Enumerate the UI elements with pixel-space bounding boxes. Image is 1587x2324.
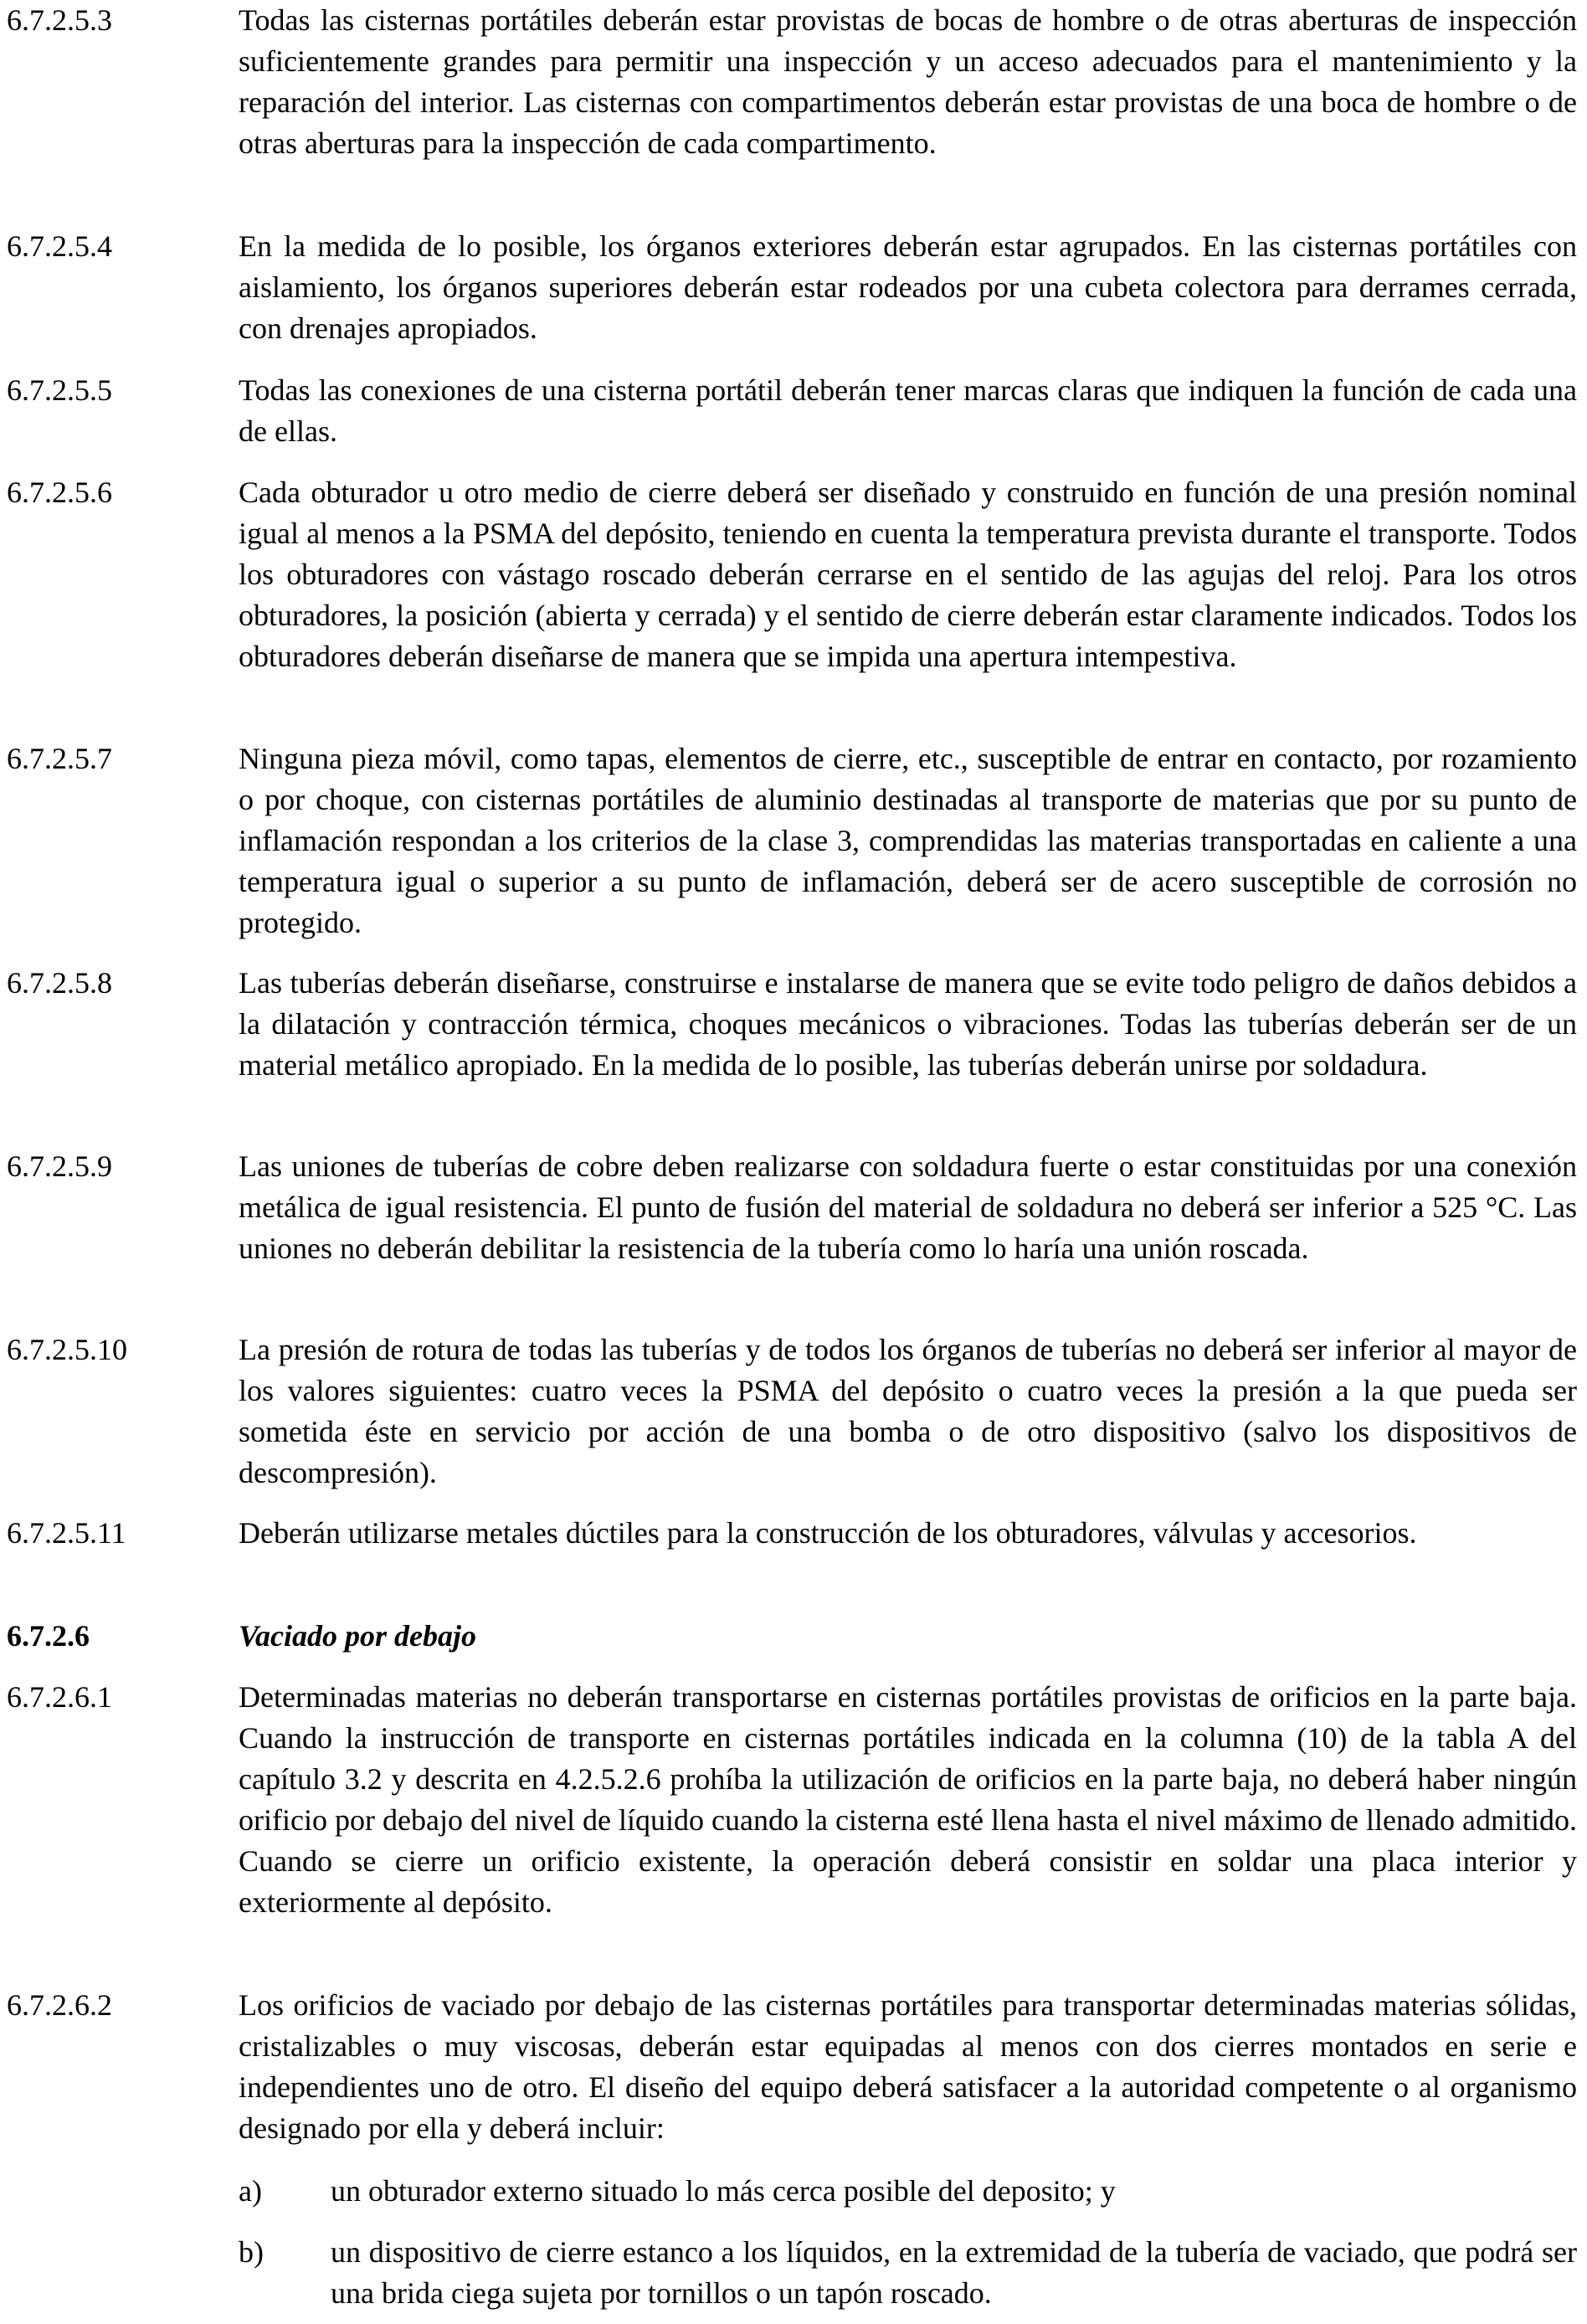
paragraph-6-7-2-5-7 [7,738,1577,943]
paragraph-text: Los orificios de vaciado por debajo de las cisternas portátiles para transportar determinadas materias sólidas, cristalizables o muy viscosas, deberán estar equipadas al menos con dos cierres montados en serie e independientes uno de otro. El diseño del equipo deberá satisfacer a la autoridad competente o al organismo designado por ella y deberá incluir: [239,1988,1577,2145]
paragraph-number: 6.7.2.6.2 [7,1988,112,2022]
paragraph-6-7-2-6-2 [7,1985,1577,2149]
section-number: 6.7.2.6 [7,1619,90,1653]
paragraph-6-7-2-5-11 [7,1513,1577,1554]
paragraph-text: Ninguna pieza móvil, como tapas, elementos de cierre, etc., susceptible de entrar en contacto, por rozamiento o por choque, con cisternas portátiles de aluminio destinadas al transporte de materias que por su punto de inflamación respondan a los criterios de la clase 3, comprendidas las materias transportadas en caliente a una temperatura igual o superior a su punto de inflamación, deberá ser de acero susceptible de corrosión no protegido. [239,742,1577,939]
paragraph-number: 6.7.2.5.7 [7,742,112,775]
paragraph-text: Las tuberías deberán diseñarse, construirse e instalarse de manera que se evite todo peligro de daños debidos a la dilatación y contracción térmica, choques mecánicos o vibraciones. Todas las tuberías deberán ser de un material metálico apropiado. En la medida de lo posible, las tuberías deberán unirse por soldadura. [239,966,1577,1082]
paragraph-6-7-2-5-3 [7,0,1577,164]
paragraph-number: 6.7.2.5.10 [7,1333,127,1366]
list-item-text: un obturador externo situado lo más cerca posible del deposito; y [331,2174,1116,2208]
paragraph-number: 6.7.2.5.3 [7,3,112,37]
paragraph-number: 6.7.2.6.1 [7,1680,112,1714]
paragraph-6-7-2-5-8 [7,963,1577,1086]
paragraph-number: 6.7.2.5.8 [7,966,112,1000]
paragraph-6-7-2-5-10 [7,1329,1577,1494]
paragraph-text: Todas las cisternas portátiles deberán estar provistas de bocas de hombre o de otras aberturas de inspección suficientemente grandes para permitir una inspección y un acceso adecuados para el mantenimiento y la reparación del interior. Las cisternas con compartimentos deberán estar provistas de una boca de hombre o de otras aberturas para la inspección de cada compartimento. [239,3,1577,160]
paragraph-6-7-2-6-1 [7,1677,1577,1923]
paragraph-text: En la medida de lo posible, los órganos exteriores deberán estar agrupados. En las cisternas portátiles con aislamiento, los órganos superiores deberán estar rodeados por una cubeta colectora para derrames cerrada, con drenajes apropiados. [239,229,1577,345]
list-item-letter: a) [239,2174,262,2208]
list-item-letter: b) [239,2235,264,2269]
paragraph-number: 6.7.2.5.11 [7,1516,126,1550]
paragraph-number: 6.7.2.5.6 [7,476,112,509]
paragraph-number: 6.7.2.5.5 [7,373,112,407]
paragraph-number: 6.7.2.5.4 [7,229,112,263]
paragraph-text: Las uniones de tuberías de cobre deben realizarse con soldadura fuerte o estar constituidas por una conexión metálica de igual resistencia. El punto de fusión del material de soldadura no deberá ser inferior a 525 °C. Las uniones no deberán debilitar la resistencia de la tubería como lo haría una unión roscada. [239,1149,1577,1265]
list-item-b [239,2232,1577,2314]
paragraph-text: Deberán utilizarse metales dúctiles para la construcción de los obturadores, válvulas y accesorios. [239,1516,1417,1550]
section-title: Vaciado por debajo [239,1619,476,1653]
list-item-text: un dispositivo de cierre estanco a los líquidos, en la extremidad de la tubería de vaciado, que podrá ser una brida ciega sujeta por tornillos o un tapón roscado. [331,2235,1577,2310]
paragraph-text: La presión de rotura de todas las tuberías y de todos los órganos de tuberías no deberá ser inferior al mayor de los valores siguientes: cuatro veces la PSMA del depósito o cuatro veces la presión a la que pueda ser sometida éste en servicio por acción de una bomba o de otro dispositivo (salvo los dispositivos de descompresión). [239,1333,1577,1489]
paragraph-text: Determinadas materias no deberán transportarse en cisternas portátiles provistas de orificios en la parte baja. Cuando la instrucción de transporte en cisternas portátiles indicada en la columna (10) de la tabla A del capítulo 3.2 y descrita en 4.2.5.2.6 prohíba la utilización de orificios en la parte baja, no deberá haber ningún orificio por debajo del nivel de líquido cuando la cisterna esté llena hasta el nivel máximo de llenado admitido. Cuando se cierre un orificio existente, la operación deberá consistir en soldar una placa interior y exteriormente al depósito. [239,1680,1577,1919]
paragraph-6-7-2-5-4 [7,226,1577,349]
list-item-a [239,2171,1577,2212]
paragraph-6-7-2-5-5 [7,370,1577,452]
paragraph-text: Todas las conexiones de una cisterna portátil deberán tener marcas claras que indiquen la función de cada una de ellas. [239,373,1577,448]
section-heading-6-7-2-6 [7,1616,1577,1657]
paragraph-number: 6.7.2.5.9 [7,1149,112,1183]
paragraph-6-7-2-5-9 [7,1146,1577,1269]
paragraph-6-7-2-5-6 [7,472,1577,677]
paragraph-text: Cada obturador u otro medio de cierre deberá ser diseñado y construido en función de una presión nominal igual al menos a la PSMA del depósito, teniendo en cuenta la temperatura prevista durante el transporte. Todos los obturadores con vástago roscado deberán cerrarse en el sentido de las agujas del reloj. Para los otros obturadores, la posición (abierta y cerrada) y el sentido de cierre deberán estar claramente indicados. Todos los obturadores deberán diseñarse de manera que se impida una apertura intempestiva. [239,476,1577,673]
